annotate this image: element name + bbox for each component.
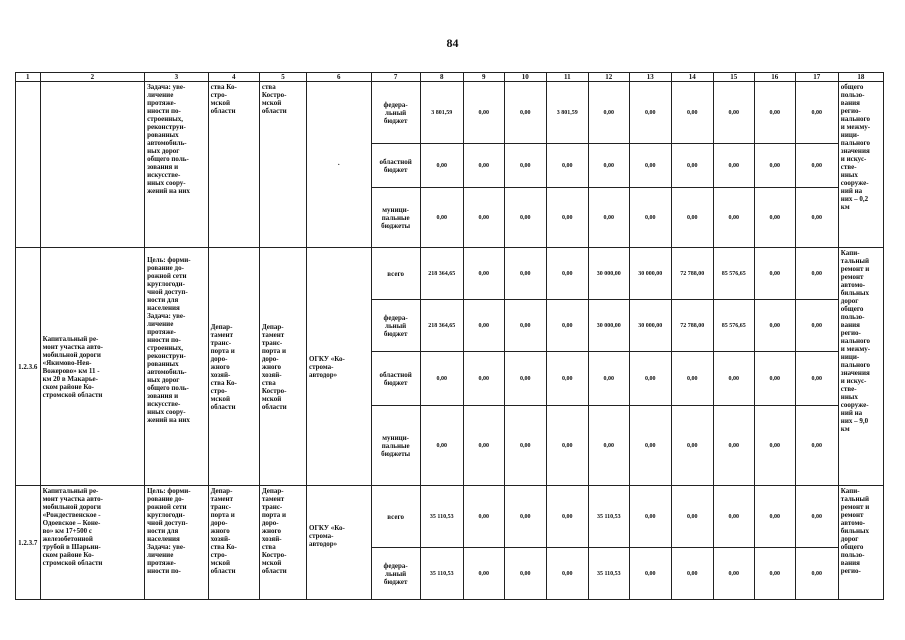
header-cell: 3	[145, 73, 209, 82]
value-cell: 35 110,53	[588, 486, 629, 548]
value-cell: 218 364,65	[420, 300, 463, 352]
value-cell: 0,00	[629, 548, 671, 600]
item-result-cell: Капи- тальный ремонт и ремонт автомо- бильных дорог общего пользо- вания регио-	[838, 486, 883, 600]
value-cell: 0,00	[795, 248, 838, 300]
value-cell: 0,00	[546, 248, 588, 300]
value-cell: 0,00	[671, 82, 713, 144]
header-cell: 13	[629, 73, 671, 82]
item-contractor-cell: ОГКУ «Ко- строма- автодор»	[307, 248, 372, 486]
value-cell: 0,00	[504, 188, 546, 248]
value-cell: 0,00	[629, 406, 671, 486]
cont-result-cell: общего пользо- вания регио- нального и межму- ници- пального значения и искус- стве- нных сооруже- ний на них – 0,2 км	[838, 82, 883, 248]
value-cell: 30 000,00	[588, 300, 629, 352]
cont-id-cell	[16, 82, 41, 248]
cont-customer-cell: ства Костро- мской области	[259, 82, 306, 248]
value-cell: 0,00	[754, 352, 795, 406]
source-total: всего	[371, 248, 420, 300]
header-cell: 8	[420, 73, 463, 82]
value-cell: 0,00	[504, 352, 546, 406]
value-cell: 0,00	[463, 406, 504, 486]
value-cell: 0,00	[463, 548, 504, 600]
value-cell: 85 576,65	[713, 248, 754, 300]
cont-executor-cell: ства Ко- стро- мской области	[208, 82, 259, 248]
item-executor-cell: Депар- тамент транс- порта и доро- жного хозяй- ства Ко- стро- мской области	[208, 248, 259, 486]
value-cell: 0,00	[463, 82, 504, 144]
source-munic: муници- пальные бюджеты	[371, 406, 420, 486]
item-executor-cell: Депар- тамент транс- порта и доро- жного хозяй- ства Ко- стро- мской области	[208, 486, 259, 600]
value-cell: 0,00	[713, 406, 754, 486]
header-cell: 10	[504, 73, 546, 82]
value-cell: 0,00	[588, 82, 629, 144]
item-customer-cell: Депар- тамент транс- порта и доро- жного хозяй- ства Костро- мской области	[259, 486, 306, 600]
value-cell: 0,00	[546, 406, 588, 486]
table-row	[16, 486, 884, 548]
value-cell: 0,00	[629, 486, 671, 548]
header-cell: 4	[208, 73, 259, 82]
value-cell: 0,00	[671, 406, 713, 486]
header-cell: 15	[713, 73, 754, 82]
value-cell: 0,00	[420, 406, 463, 486]
value-cell: 0,00	[671, 144, 713, 188]
table-row	[16, 248, 884, 300]
value-cell: 0,00	[795, 352, 838, 406]
value-cell: 0,00	[795, 144, 838, 188]
value-cell: 0,00	[629, 144, 671, 188]
value-cell: 0,00	[671, 188, 713, 248]
header-cell: 16	[754, 73, 795, 82]
value-cell: 3 801,59	[420, 82, 463, 144]
value-cell: 0,00	[754, 548, 795, 600]
item-contractor-cell: ОГКУ «Ко- строма- автодор»	[307, 486, 372, 600]
header-cell: 18	[838, 73, 883, 82]
value-cell: 0,00	[463, 188, 504, 248]
value-cell: 30 000,00	[588, 248, 629, 300]
cont-name-cell	[40, 82, 145, 248]
item-goal-cell: Цель: форми- рование до- рожной сети круглогоди- чной доступ- ности для населения Задача: уве- личение протяже- нности по- строенных, реконструи- рованных автомобиль- ных дорог общего поль- зования и искусстве- нных соору- жений на них	[145, 248, 209, 486]
header-cell: 11	[546, 73, 588, 82]
value-cell: 0,00	[546, 486, 588, 548]
item-result-cell: Капи- тальный ремонт и ремонт автомо- бильных дорог общего пользо- вания регио- нального и межму- ници- пального значения и искус- стве- нных сооруже- ний на них – 9,0 км	[838, 248, 883, 486]
value-cell: 0,00	[546, 300, 588, 352]
value-cell: 0,00	[754, 486, 795, 548]
value-cell: 0,00	[754, 82, 795, 144]
source-total: всего	[371, 486, 420, 548]
value-cell: 0,00	[504, 248, 546, 300]
value-cell: 72 788,00	[671, 248, 713, 300]
source-federal: федера- льный бюджет	[371, 82, 420, 144]
header-cell: 12	[588, 73, 629, 82]
cont-contractor-cell: ·	[307, 82, 372, 248]
value-cell: 0,00	[504, 82, 546, 144]
value-cell: 0,00	[713, 82, 754, 144]
value-cell: 0,00	[754, 188, 795, 248]
header-cell: 1	[16, 73, 41, 82]
header-cell: 7	[371, 73, 420, 82]
value-cell: 0,00	[504, 548, 546, 600]
value-cell: 0,00	[588, 406, 629, 486]
value-cell: 0,00	[420, 352, 463, 406]
header-cell: 9	[463, 73, 504, 82]
value-cell: 0,00	[795, 486, 838, 548]
value-cell: 0,00	[629, 188, 671, 248]
source-federal: федера- льный бюджет	[371, 300, 420, 352]
value-cell: 0,00	[713, 548, 754, 600]
value-cell: 0,00	[754, 248, 795, 300]
value-cell: 0,00	[504, 144, 546, 188]
value-cell: 0,00	[420, 144, 463, 188]
value-cell: 0,00	[671, 548, 713, 600]
value-cell: 0,00	[463, 248, 504, 300]
header-cell: 17	[795, 73, 838, 82]
value-cell: 0,00	[588, 352, 629, 406]
value-cell: 0,00	[713, 144, 754, 188]
value-cell: 0,00	[713, 188, 754, 248]
value-cell: 0,00	[795, 188, 838, 248]
value-cell: 0,00	[546, 188, 588, 248]
value-cell: 0,00	[795, 82, 838, 144]
header-cell: 6	[307, 73, 372, 82]
source-oblast: областной бюджет	[371, 352, 420, 406]
item-goal-cell: Цель: форми- рование до- рожной сети круглогоди- чной доступ- ности для населения Задача: уве- личение протяже- нности по-	[145, 486, 209, 600]
value-cell: 0,00	[754, 300, 795, 352]
item-name: Капитальный ре- монт участка авто- мобильной дороги «Якимово-Нея- Вожерово» км 11 - км 20 в Макарье- ском районе Ко- стромской области	[40, 248, 145, 486]
source-federal: федера- льный бюджет	[371, 548, 420, 600]
value-cell: 3 801,59	[546, 82, 588, 144]
value-cell: 0,00	[546, 352, 588, 406]
value-cell: 0,00	[420, 188, 463, 248]
table-row	[16, 82, 884, 144]
source-munic: муници- пальные бюджеты	[371, 188, 420, 248]
value-cell: 85 576,65	[713, 300, 754, 352]
header-row	[16, 73, 884, 82]
value-cell: 0,00	[463, 486, 504, 548]
value-cell: 30 000,00	[629, 248, 671, 300]
item-id: 1.2.3.7	[16, 486, 41, 600]
page-number: 84	[446, 36, 459, 50]
cont-task-cell: Задача: уве- личение протяже- нности по- строенных, реконструи- рованных автомобиль- ных дорог общего поль- зования и искусстве- нных соору- жений на них	[145, 82, 209, 248]
value-cell: 35 110,53	[588, 548, 629, 600]
value-cell: 0,00	[588, 188, 629, 248]
value-cell: 0,00	[671, 486, 713, 548]
value-cell: 0,00	[795, 406, 838, 486]
value-cell: 0,00	[795, 300, 838, 352]
value-cell: 0,00	[629, 82, 671, 144]
value-cell: 0,00	[546, 144, 588, 188]
value-cell: 0,00	[546, 548, 588, 600]
value-cell: 0,00	[754, 406, 795, 486]
item-customer-cell: Депар- тамент транс- порта и доро- жного хозяй- ства Костро- мской области	[259, 248, 306, 486]
value-cell: 0,00	[671, 352, 713, 406]
program-table	[15, 72, 884, 600]
value-cell: 0,00	[504, 486, 546, 548]
value-cell: 0,00	[713, 352, 754, 406]
value-cell: 0,00	[795, 548, 838, 600]
item-id: 1.2.3.6	[16, 248, 41, 486]
value-cell: 30 000,00	[629, 300, 671, 352]
source-oblast: областной бюджет	[371, 144, 420, 188]
value-cell: 0,00	[713, 486, 754, 548]
value-cell: 218 364,65	[420, 248, 463, 300]
value-cell: 0,00	[504, 300, 546, 352]
value-cell: 0,00	[629, 352, 671, 406]
value-cell: 0,00	[754, 144, 795, 188]
value-cell: 0,00	[463, 352, 504, 406]
value-cell: 0,00	[463, 300, 504, 352]
header-cell: 14	[671, 73, 713, 82]
value-cell: 0,00	[504, 406, 546, 486]
item-name: Капитальный ре- монт участка авто- мобильной дороги «Рождественское - Одоевское – Коне- во» км 17+500 с железобетонной трубой в Шарьин- ском районе Ко- стромской области	[40, 486, 145, 600]
value-cell: 0,00	[588, 144, 629, 188]
value-cell: 35 110,53	[420, 548, 463, 600]
header-cell: 5	[259, 73, 306, 82]
value-cell: 0,00	[463, 144, 504, 188]
header-cell: 2	[40, 73, 145, 82]
value-cell: 72 788,00	[671, 300, 713, 352]
value-cell: 35 110,53	[420, 486, 463, 548]
